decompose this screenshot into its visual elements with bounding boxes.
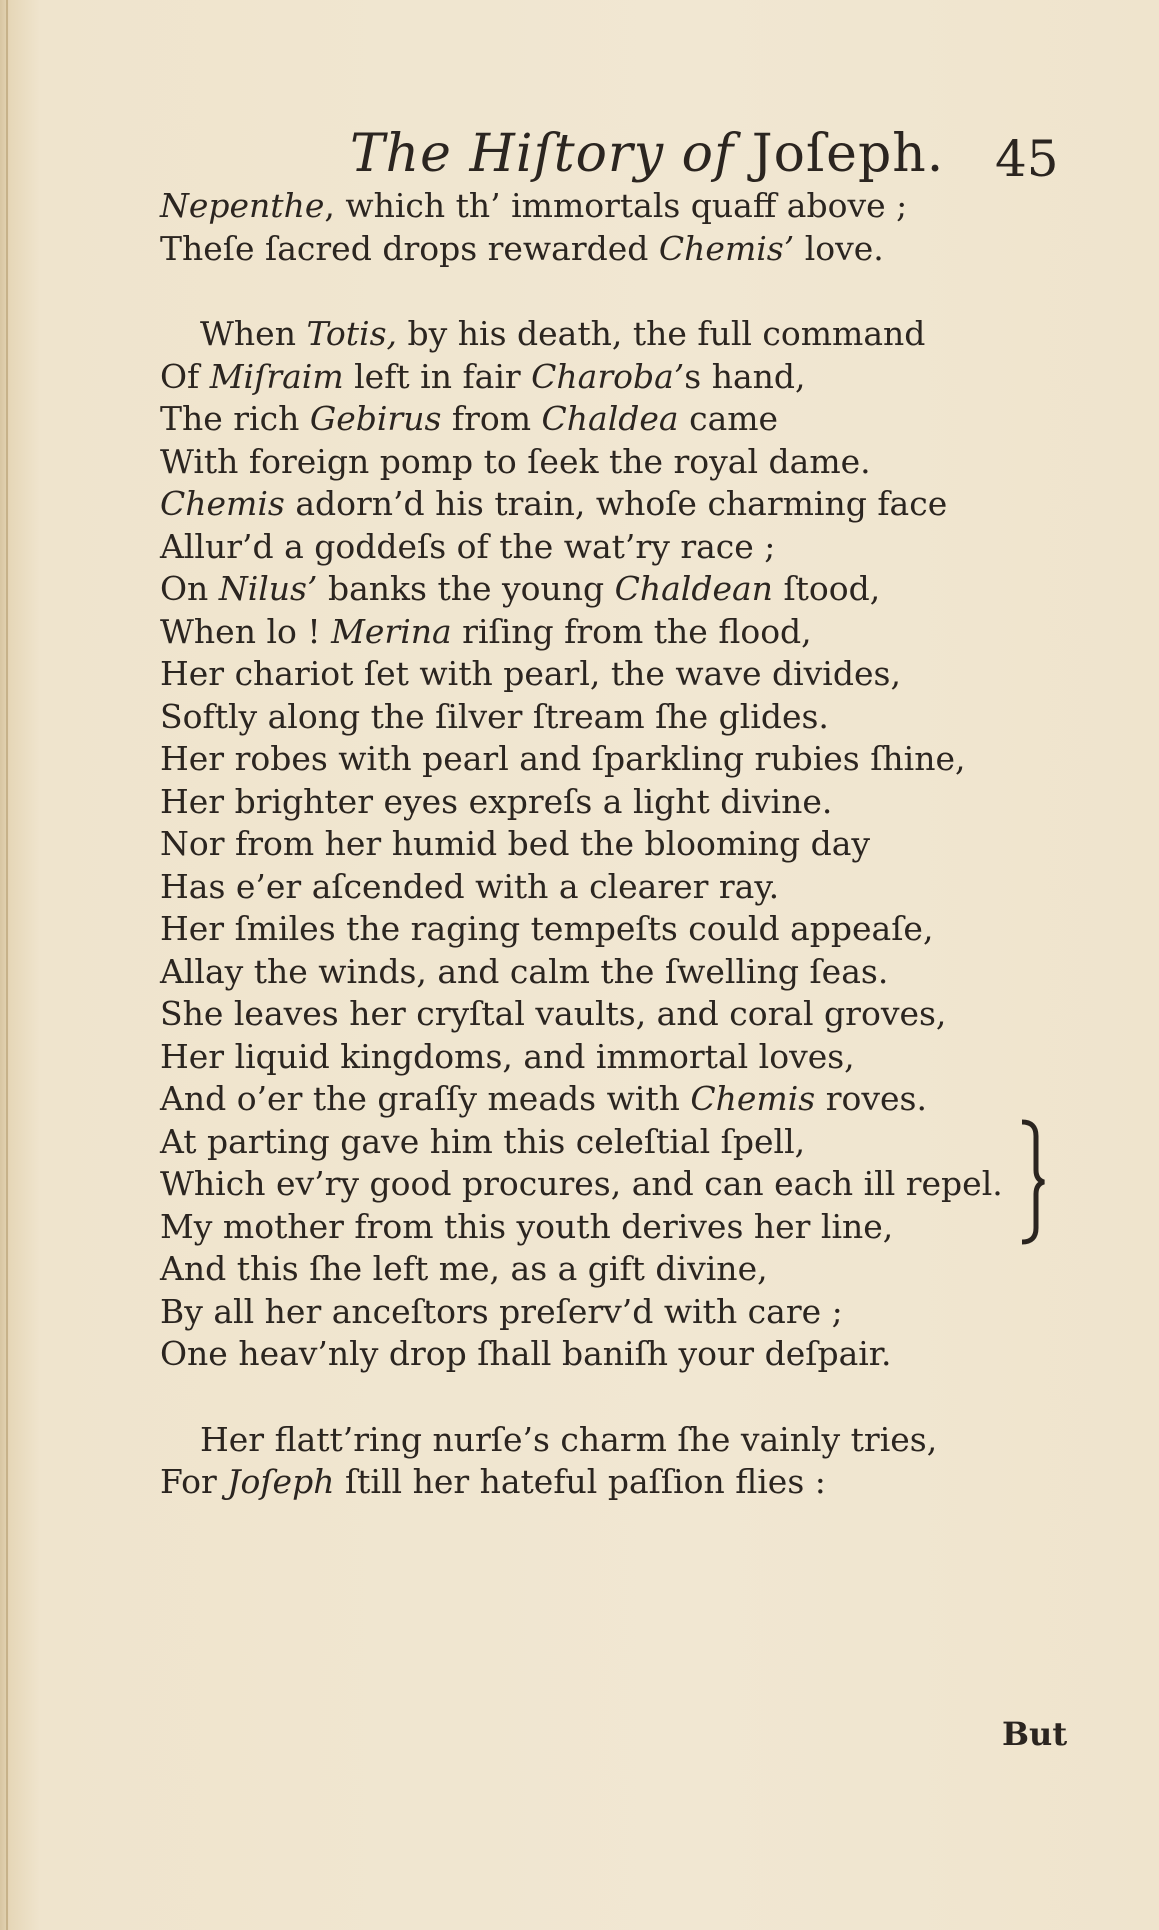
verse-line — [160, 185, 1030, 228]
verse-segment: Her chariot ſet with pearl, the wave divides, — [160, 654, 901, 693]
verse-segment: Nepenthe — [160, 186, 325, 225]
verse-segment: Softly along the ſilver ſtream ſhe glides. — [160, 696, 829, 736]
verse-segment: left in fair — [343, 356, 532, 396]
verse-segment: Her robes with pearl and ſparkling rubies ſhine, — [160, 739, 966, 778]
verse-line — [160, 1206, 1030, 1249]
verse-segment: She leaves her cryſtal vaults, and coral groves, — [160, 994, 947, 1033]
verse-segment: Nilus’ — [218, 569, 318, 608]
running-head — [350, 124, 944, 184]
verse-line — [160, 823, 1030, 866]
verse-segment: banks the young — [317, 569, 615, 608]
stanza-1 — [160, 185, 1030, 270]
verse-line — [160, 738, 1030, 781]
verse-line — [160, 781, 1030, 824]
verse-line — [160, 398, 1030, 441]
verse-segment: ſtill her hateful paſſion flies : — [334, 1462, 826, 1501]
verse-segment: riſing from the flood, — [451, 611, 812, 651]
verse-line — [160, 1248, 1030, 1291]
verse-line — [160, 951, 1030, 994]
page-number: 45 — [995, 130, 1059, 188]
verse-segment: Joſeph — [227, 1462, 335, 1501]
running-head-italic: The Hiſtory of — [350, 124, 735, 184]
verse-segment: Which ev’ry good procures, and can each ill repel. — [160, 1164, 1003, 1203]
verse-segment: by his death, the full command — [397, 314, 926, 353]
running-head-roman: Joſeph. — [751, 124, 945, 184]
verse-segment: Chaldea — [541, 399, 679, 438]
verse-segment: Her liquid kingdoms, and immortal loves, — [160, 1036, 855, 1076]
verse-segment: , which th’ immortals quaff above ; — [324, 186, 908, 225]
verse-segment: Charoba’ — [531, 356, 685, 396]
verse-segment: Chaldean — [614, 569, 773, 608]
verse-segment: ſtood, — [772, 569, 881, 608]
stanza-gap — [160, 270, 1030, 313]
verse-segment: Allur’d a goddeſs of the wat’ry race ; — [160, 526, 776, 566]
verse-segment: Totis, — [306, 314, 398, 353]
verse-segment: For — [160, 1462, 228, 1501]
triplet-brace-icon — [1018, 1118, 1048, 1246]
verse-segment: came — [678, 399, 779, 438]
verse-line — [160, 313, 1030, 356]
verse-segment: Of — [160, 356, 210, 396]
verse-line — [160, 1419, 1030, 1462]
verse-line — [160, 1163, 1030, 1206]
verse-segment: My mother from this youth derives her line, — [160, 1206, 894, 1246]
stanza-3 — [160, 1419, 1030, 1504]
verse-segment: Theſe ſacred drops rewarded — [160, 228, 659, 268]
verse-line — [160, 1036, 1030, 1079]
verse-line — [160, 483, 1030, 526]
verse-segment: s hand, — [684, 356, 806, 396]
verse-segment: Miſraim — [209, 356, 344, 396]
verse-line — [160, 441, 1030, 484]
verse-line — [160, 993, 1030, 1036]
verse-segment: roves. — [815, 1079, 927, 1118]
verse-segment: When — [200, 314, 307, 353]
verse-segment: Chemis — [160, 484, 285, 523]
verse-segment: The rich — [160, 399, 310, 438]
verse-segment: love. — [794, 228, 884, 268]
verse-line — [160, 1078, 1030, 1121]
verse-segment: from — [441, 399, 542, 438]
verse-segment: One heav’nly drop ſhall baniſh your deſpair. — [160, 1334, 892, 1373]
verse-segment: With foreign pomp to ſeek the royal dame. — [160, 441, 871, 481]
verse-segment: And this ſhe left me, as a gift divine, — [160, 1249, 768, 1288]
stanza-2 — [160, 313, 1030, 1376]
poem-text — [160, 185, 1030, 1504]
verse-line — [160, 526, 1030, 569]
verse-line — [160, 1461, 1030, 1504]
verse-line — [160, 653, 1030, 696]
verse-line — [160, 1121, 1030, 1164]
verse-segment: adorn’d his train, whoſe charming face — [284, 484, 948, 523]
gutter-edge — [6, 0, 8, 1930]
catchword: But — [1002, 1715, 1068, 1753]
verse-line — [160, 696, 1030, 739]
verse-segment: Has e’er aſcended with a clearer ray. — [160, 866, 780, 906]
verse-segment: On — [160, 569, 219, 608]
stanza-gap — [160, 1376, 1030, 1419]
verse-segment: Merina — [331, 611, 452, 651]
verse-segment: Her brighter eyes expreſs a light divine. — [160, 781, 833, 821]
verse-segment: At parting gave him this celeſtial ſpell, — [160, 1121, 806, 1161]
verse-segment: And o’er the graſſy meads with — [160, 1079, 691, 1118]
verse-segment: Allay the winds, and calm the ſwelling ſeas. — [160, 951, 889, 991]
verse-segment: Nor from her humid bed the blooming day — [160, 824, 871, 863]
verse-segment: By all her anceſtors preſerv’d with care ; — [160, 1291, 843, 1331]
verse-line — [160, 1291, 1030, 1334]
verse-segment: Chemis’ — [658, 228, 795, 268]
page-header — [0, 110, 1159, 190]
verse-line — [160, 228, 1030, 271]
verse-line — [160, 356, 1030, 399]
verse-line — [160, 908, 1030, 951]
verse-line — [160, 866, 1030, 909]
verse-segment: Gebirus — [309, 399, 442, 438]
verse-line — [160, 611, 1030, 654]
verse-line — [160, 1333, 1030, 1376]
verse-segment: Chemis — [690, 1079, 816, 1118]
verse-segment: Her ſmiles the raging tempeſts could appeaſe, — [160, 909, 934, 948]
verse-segment: Her flatt’ring nurſe’s charm ſhe vainly tries, — [200, 1419, 938, 1459]
verse-line — [160, 568, 1030, 611]
verse-segment: When lo ! — [160, 611, 332, 651]
